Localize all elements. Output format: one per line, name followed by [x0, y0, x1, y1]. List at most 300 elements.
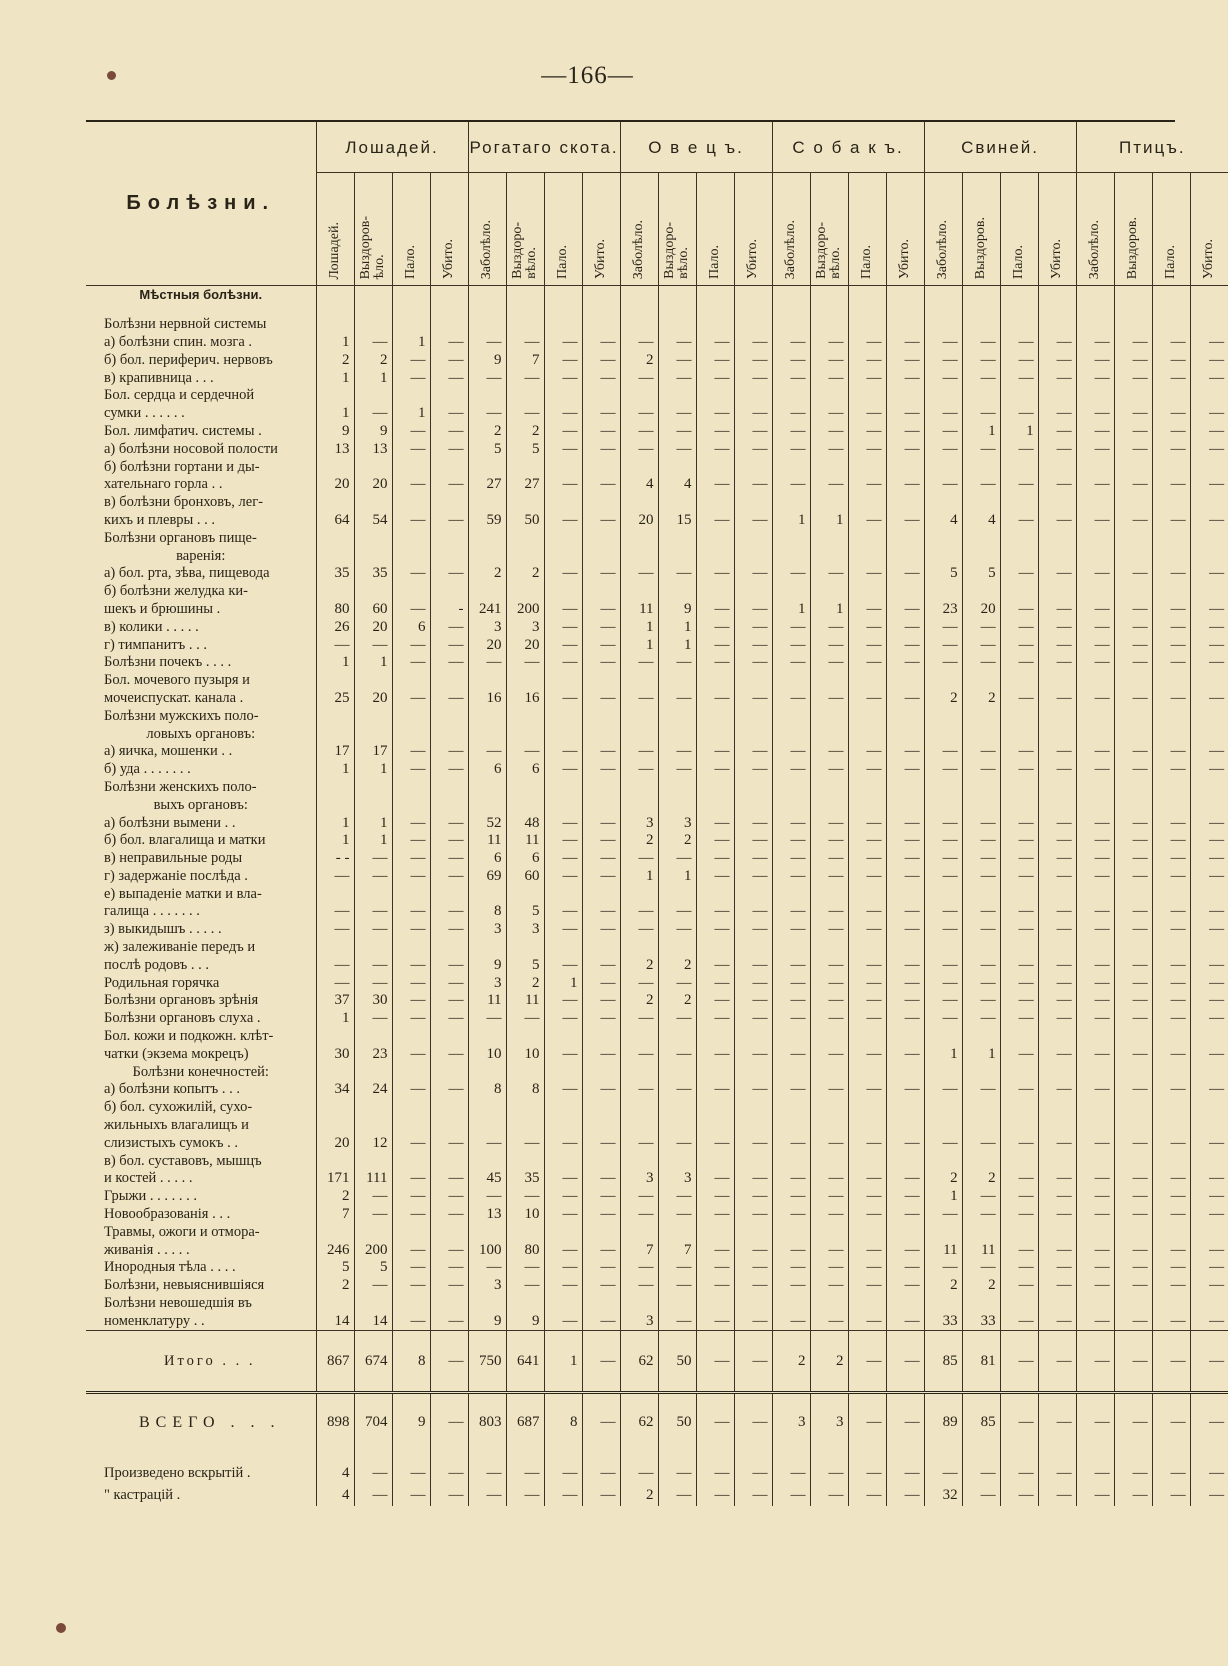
column-header-label: Убито. [745, 238, 761, 279]
table-cell: — [354, 1462, 392, 1484]
table-cell: — [430, 1081, 468, 1099]
table-cell: 8 [392, 1331, 430, 1393]
table-cell: — [1000, 1484, 1038, 1506]
table-cell: 20 [620, 512, 658, 530]
table-cell: — [620, 1081, 658, 1099]
table-cell: 2 [620, 992, 658, 1010]
table-cell [924, 304, 962, 316]
table-cell [962, 583, 1000, 601]
table-cell: — [734, 601, 772, 619]
column-header [734, 173, 772, 286]
table-cell: — [582, 351, 620, 369]
table-cell: 14 [316, 1312, 354, 1330]
table-cell [1000, 494, 1038, 512]
table-cell: 1 [924, 1045, 962, 1063]
table-cell: 2 [468, 565, 506, 583]
table-cell [316, 1117, 354, 1135]
table-cell: — [582, 334, 620, 352]
table-cell [392, 286, 430, 304]
table-cell [1190, 458, 1228, 476]
table-cell: — [658, 761, 696, 779]
table-cell [734, 387, 772, 405]
table-cell [582, 387, 620, 405]
column-header [316, 173, 354, 286]
table-cell: — [506, 743, 544, 761]
table-cell [1152, 1099, 1190, 1117]
table-cell: — [810, 903, 848, 921]
table-cell: — [1038, 1188, 1076, 1206]
table-cell [810, 1099, 848, 1117]
table-cell: — [430, 636, 468, 654]
table-cell: — [810, 814, 848, 832]
table-cell: — [582, 903, 620, 921]
table-cell [392, 1117, 430, 1135]
table-cell [354, 796, 392, 814]
table-cell: — [772, 974, 810, 992]
table-cell: — [620, 903, 658, 921]
table-cell: 16 [506, 690, 544, 708]
table-cell [772, 387, 810, 405]
row-label: г) задержаніе послѣда . [104, 867, 248, 884]
table-cell: — [810, 1081, 848, 1099]
table-cell [848, 304, 886, 316]
table-cell [354, 1099, 392, 1117]
table-cell [1114, 1063, 1152, 1081]
table-cell: 24 [354, 1081, 392, 1099]
row-label: Произведено вскрытій . [104, 1464, 251, 1481]
table-cell: — [1076, 992, 1114, 1010]
table-cell: — [1114, 1206, 1152, 1224]
table-cell [962, 939, 1000, 957]
table-cell: — [1114, 1188, 1152, 1206]
table-cell [468, 1099, 506, 1117]
table-cell [1152, 304, 1190, 316]
table-cell: — [924, 814, 962, 832]
table-cell: 2 [506, 423, 544, 441]
table-cell [582, 1028, 620, 1046]
table-cell: — [810, 423, 848, 441]
table-cell: — [392, 351, 430, 369]
table-cell: 674 [354, 1331, 392, 1393]
table-cell: — [430, 1241, 468, 1259]
table-cell: — [962, 654, 1000, 672]
table-cell: — [1152, 476, 1190, 494]
table-cell [1038, 529, 1076, 547]
table-cell: 641 [506, 1331, 544, 1393]
table-cell [810, 1028, 848, 1046]
table-row [86, 565, 1228, 583]
table-cell: 1 [316, 1010, 354, 1028]
table-cell [506, 885, 544, 903]
table-cell: — [848, 974, 886, 992]
table-row [86, 796, 1228, 814]
table-cell [658, 316, 696, 334]
table-cell: — [1114, 992, 1152, 1010]
row-label: в) болѣзни бронховъ, лег- [104, 494, 263, 511]
table-cell: — [1190, 334, 1228, 352]
table-cell [658, 1295, 696, 1313]
table-cell: — [468, 1188, 506, 1206]
table-cell: — [772, 1045, 810, 1063]
table-cell: — [658, 1259, 696, 1277]
table-cell: — [734, 512, 772, 530]
table-cell [316, 458, 354, 476]
table-cell [1190, 1063, 1228, 1081]
table-cell: 13 [468, 1206, 506, 1224]
table-cell [962, 725, 1000, 743]
column-header [468, 173, 506, 286]
table-cell: — [1038, 1241, 1076, 1259]
table-cell: 3 [772, 1393, 810, 1451]
table-cell: 37 [316, 992, 354, 1010]
table-cell: — [582, 1277, 620, 1295]
table-cell: — [1152, 565, 1190, 583]
table-cell: — [810, 1010, 848, 1028]
table-cell [1000, 779, 1038, 797]
table-cell [1114, 1223, 1152, 1241]
table-cell: — [696, 868, 734, 886]
table-cell: — [734, 974, 772, 992]
table-cell: 10 [506, 1045, 544, 1063]
table-cell [582, 1223, 620, 1241]
table-cell: — [544, 1241, 582, 1259]
table-row [86, 1010, 1228, 1028]
table-cell: 20 [468, 636, 506, 654]
table-cell: — [1000, 1277, 1038, 1295]
table-cell: — [544, 850, 582, 868]
table-cell: — [1038, 1081, 1076, 1099]
table-cell [1190, 885, 1228, 903]
table-cell: — [544, 814, 582, 832]
table-cell: — [582, 1010, 620, 1028]
table-cell [962, 286, 1000, 304]
table-cell [1114, 779, 1152, 797]
table-cell: — [772, 992, 810, 1010]
table-cell: 2 [316, 351, 354, 369]
row-label: Бол. лимфатич. системы . [104, 422, 262, 439]
table-cell [696, 387, 734, 405]
table-cell: 2 [354, 351, 392, 369]
table-cell: — [924, 636, 962, 654]
table-row [86, 286, 1228, 304]
table-cell: — [582, 1045, 620, 1063]
table-cell: — [1114, 690, 1152, 708]
table-cell: — [1152, 1170, 1190, 1188]
table-cell [734, 286, 772, 304]
table-cell: — [1152, 1206, 1190, 1224]
table-cell: — [734, 1241, 772, 1259]
column-header-label: Пало. [1011, 245, 1027, 279]
table-cell [1152, 529, 1190, 547]
table-cell [886, 707, 924, 725]
table-cell: 3 [658, 1170, 696, 1188]
table-cell [848, 885, 886, 903]
table-cell: — [1190, 956, 1228, 974]
table-cell: — [468, 334, 506, 352]
table-cell [430, 796, 468, 814]
table-cell: — [962, 832, 1000, 850]
row-label: Итого . . . [86, 1331, 316, 1393]
table-cell: — [734, 921, 772, 939]
table-cell: — [430, 1188, 468, 1206]
table-cell: — [430, 1331, 468, 1393]
table-cell: — [962, 440, 1000, 458]
table-cell [316, 796, 354, 814]
table-cell [848, 1099, 886, 1117]
table-cell: — [924, 1010, 962, 1028]
table-cell: — [582, 814, 620, 832]
table-cell [924, 725, 962, 743]
table-cell [924, 1223, 962, 1241]
table-cell: — [1076, 369, 1114, 387]
table-cell: 1 [962, 1045, 1000, 1063]
table-cell: 7 [658, 1241, 696, 1259]
table-cell [962, 316, 1000, 334]
table-cell [962, 1028, 1000, 1046]
table-cell [1190, 779, 1228, 797]
table-cell: — [886, 1277, 924, 1295]
table-cell [316, 494, 354, 512]
table-cell [962, 707, 1000, 725]
table-cell: — [848, 1331, 886, 1393]
table-cell [620, 1028, 658, 1046]
table-cell [1076, 1117, 1114, 1135]
table-cell: — [772, 618, 810, 636]
column-header [658, 173, 696, 286]
table-cell [1076, 1152, 1114, 1170]
table-cell [1000, 583, 1038, 601]
table-cell: — [1038, 814, 1076, 832]
table-cell: — [468, 405, 506, 423]
table-cell: — [1190, 423, 1228, 441]
table-cell: — [1076, 1010, 1114, 1028]
table-cell [620, 725, 658, 743]
table-cell [1190, 725, 1228, 743]
table-cell: — [1114, 636, 1152, 654]
table-cell [392, 672, 430, 690]
table-cell: — [1114, 956, 1152, 974]
table-cell: — [810, 334, 848, 352]
table-cell [848, 1223, 886, 1241]
table-cell: 5 [924, 565, 962, 583]
table-cell: — [620, 1277, 658, 1295]
table-cell: — [1038, 1312, 1076, 1330]
table-cell [506, 1223, 544, 1241]
table-cell: — [810, 921, 848, 939]
table-cell: — [1114, 1312, 1152, 1330]
table-cell: — [1152, 1312, 1190, 1330]
row-label: Болѣзни конечностей: [132, 1063, 269, 1080]
table-cell: 30 [316, 1045, 354, 1063]
table-cell: — [1114, 974, 1152, 992]
table-cell: 2 [962, 1170, 1000, 1188]
table-cell: — [696, 832, 734, 850]
table-cell: — [392, 654, 430, 672]
table-cell: — [924, 903, 962, 921]
table-cell [1076, 583, 1114, 601]
table-cell [1114, 1295, 1152, 1313]
table-cell: — [582, 369, 620, 387]
table-cell: — [658, 334, 696, 352]
table-cell: — [392, 1484, 430, 1506]
table-cell: — [544, 618, 582, 636]
table-row [86, 1331, 1228, 1393]
table-cell [1038, 1028, 1076, 1046]
table-cell: — [430, 1393, 468, 1451]
table-cell [696, 304, 734, 316]
table-cell: — [734, 992, 772, 1010]
table-cell [658, 529, 696, 547]
table-cell [1152, 316, 1190, 334]
table-cell [772, 304, 810, 316]
table-cell: 1 [962, 423, 1000, 441]
table-cell [1190, 1117, 1228, 1135]
table-cell [582, 707, 620, 725]
table-cell: — [1000, 565, 1038, 583]
table-cell: — [582, 1188, 620, 1206]
table-cell [734, 1295, 772, 1313]
table-cell: — [1038, 1462, 1076, 1484]
table-cell [1076, 316, 1114, 334]
table-cell: 9 [392, 1393, 430, 1451]
table-cell: — [582, 1393, 620, 1451]
table-cell: — [848, 868, 886, 886]
table-cell [430, 529, 468, 547]
table-cell: — [544, 440, 582, 458]
table-cell [810, 779, 848, 797]
table-cell [544, 547, 582, 565]
table-cell: — [1114, 850, 1152, 868]
table-cell [658, 1117, 696, 1135]
table-cell [962, 304, 1000, 316]
table-cell: 2 [316, 1277, 354, 1295]
table-cell [924, 547, 962, 565]
table-cell: — [544, 476, 582, 494]
table-cell [316, 387, 354, 405]
table-cell [582, 1152, 620, 1170]
table-cell [848, 494, 886, 512]
table-row [86, 618, 1228, 636]
table-cell: — [392, 565, 430, 583]
table-row [86, 405, 1228, 423]
table-cell: — [430, 921, 468, 939]
table-cell [430, 547, 468, 565]
table-cell [1152, 672, 1190, 690]
table-cell [354, 458, 392, 476]
table-cell: — [1000, 921, 1038, 939]
table-cell: 1 [354, 832, 392, 850]
table-cell: — [658, 1277, 696, 1295]
table-cell [1190, 672, 1228, 690]
row-label: а) болѣзни спин. мозга . [104, 333, 253, 350]
table-cell: — [1152, 868, 1190, 886]
table-cell: — [734, 1206, 772, 1224]
table-cell: 4 [316, 1484, 354, 1506]
table-cell: — [1000, 974, 1038, 992]
table-cell: 3 [810, 1393, 848, 1451]
table-cell [772, 779, 810, 797]
table-cell [1038, 885, 1076, 903]
table-cell [658, 707, 696, 725]
table-cell: — [1114, 1277, 1152, 1295]
table-cell [1076, 1295, 1114, 1313]
table-cell: — [1152, 512, 1190, 530]
table-cell: — [696, 690, 734, 708]
table-cell: 5 [468, 440, 506, 458]
table-cell: 35 [316, 565, 354, 583]
table-cell: — [1038, 601, 1076, 619]
table-cell: 11 [620, 601, 658, 619]
table-cell: 1 [316, 832, 354, 850]
table-cell [1152, 494, 1190, 512]
table-cell: 50 [658, 1331, 696, 1393]
table-cell: — [1152, 1484, 1190, 1506]
table-cell: — [430, 903, 468, 921]
column-header-label: Заболѣло. [935, 219, 951, 279]
table-cell: 60 [506, 868, 544, 886]
table-cell [354, 387, 392, 405]
table-cell: - - [316, 850, 354, 868]
table-cell [468, 458, 506, 476]
table-cell: — [1000, 832, 1038, 850]
table-cell [1038, 707, 1076, 725]
table-cell [354, 707, 392, 725]
table-cell [506, 387, 544, 405]
column-header [1190, 173, 1228, 286]
table-cell: 62 [620, 1331, 658, 1393]
table-cell: — [1152, 351, 1190, 369]
table-cell: — [810, 992, 848, 1010]
table-cell [468, 1223, 506, 1241]
table-cell: — [1076, 601, 1114, 619]
table-cell: — [392, 1081, 430, 1099]
table-cell: — [1038, 1170, 1076, 1188]
table-cell: 1 [544, 1331, 582, 1393]
table-cell [696, 316, 734, 334]
table-cell: — [1000, 992, 1038, 1010]
table-cell [316, 707, 354, 725]
table-cell [506, 529, 544, 547]
table-cell: — [582, 974, 620, 992]
table-cell: 80 [316, 601, 354, 619]
table-cell [810, 725, 848, 743]
table-cell: — [1000, 601, 1038, 619]
table-cell [696, 725, 734, 743]
column-header [962, 173, 1000, 286]
table-cell: — [1152, 1259, 1190, 1277]
table-cell [620, 1099, 658, 1117]
table-row [86, 939, 1228, 957]
table-cell [772, 1295, 810, 1313]
table-cell: — [1152, 992, 1190, 1010]
table-cell: — [620, 1188, 658, 1206]
table-cell: — [1152, 974, 1190, 992]
table-cell: — [658, 1484, 696, 1506]
table-cell: — [1000, 1134, 1038, 1152]
table-cell: 13 [316, 440, 354, 458]
table-cell [924, 707, 962, 725]
table-cell: 26 [316, 618, 354, 636]
table-cell [1152, 1295, 1190, 1313]
table-cell [734, 583, 772, 601]
table-cell: — [772, 690, 810, 708]
table-cell: — [734, 814, 772, 832]
table-cell: — [696, 1331, 734, 1393]
table-cell: 4 [658, 476, 696, 494]
table-cell: — [544, 1188, 582, 1206]
table-cell [886, 939, 924, 957]
table-cell: 1 [392, 405, 430, 423]
